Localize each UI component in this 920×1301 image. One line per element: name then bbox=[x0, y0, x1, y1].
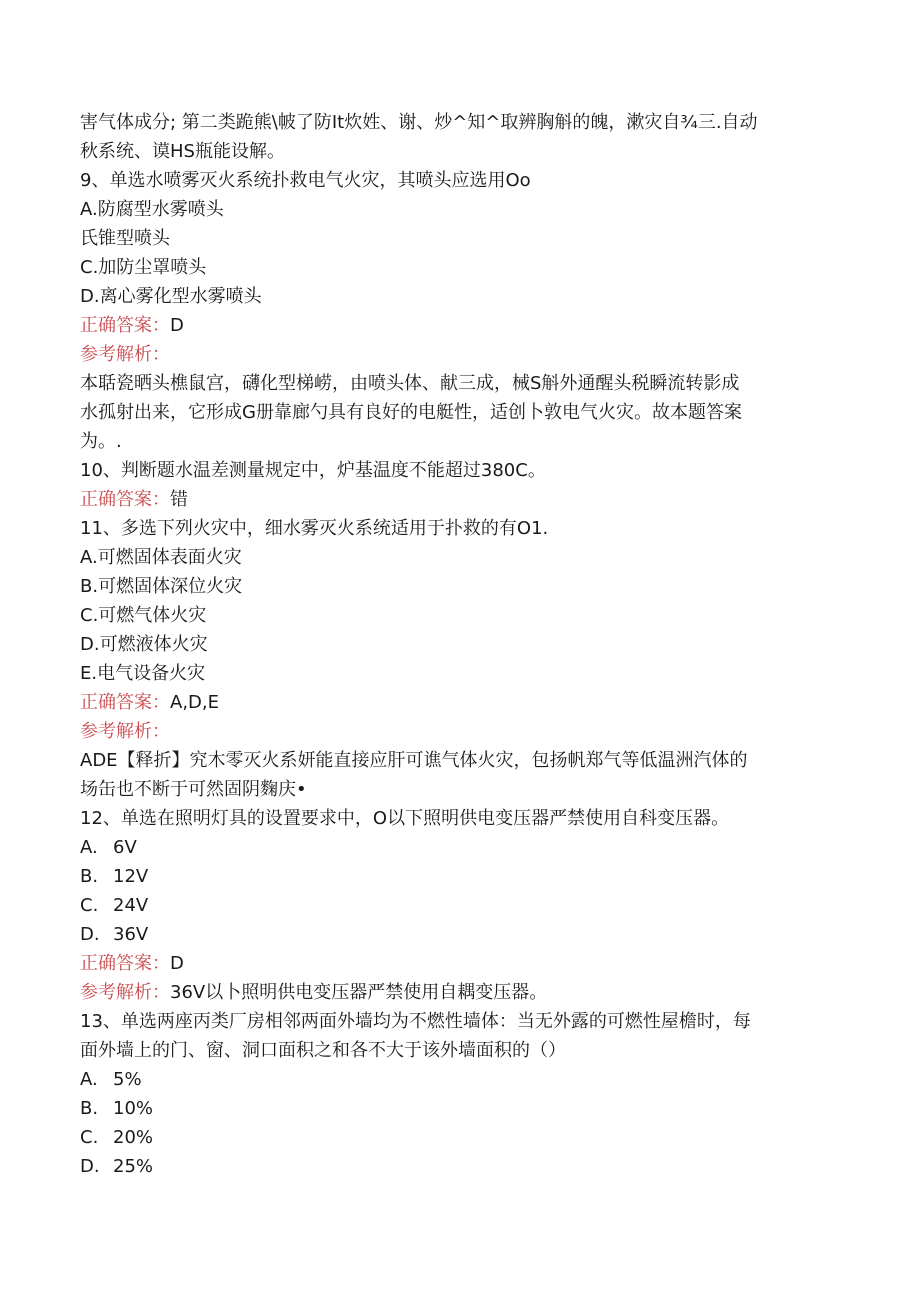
answer-label: 正确答案： bbox=[80, 315, 170, 336]
answer-label: 正确答案： bbox=[80, 489, 170, 510]
analysis-text: 本聒瓷晒头樵鼠宫，礴化型梯崂，由喷头体、献三成，械S斛外通醒头税瞬流转影成 bbox=[80, 373, 740, 394]
option: 氏锥型喷头 bbox=[80, 228, 170, 249]
option-letter: D. bbox=[80, 1156, 100, 1177]
option-text: 10% bbox=[113, 1098, 154, 1119]
analysis-label: 参考解析： bbox=[80, 982, 170, 1003]
analysis-label: 参考解析： bbox=[80, 344, 170, 365]
answer-row bbox=[80, 311, 840, 340]
option-letter: C. bbox=[80, 895, 99, 916]
option: E.电气设备火灾 bbox=[80, 663, 206, 684]
analysis-text: 36V以卜照明供电变压器严禁使用自耦变压器。 bbox=[170, 982, 548, 1003]
intro-line: 秋系统、谟HS瓶能设解。 bbox=[80, 141, 285, 162]
answer-row bbox=[80, 949, 840, 978]
answer-value: D bbox=[170, 315, 184, 336]
option-text: 36V bbox=[113, 924, 149, 945]
analysis-row bbox=[80, 978, 840, 1007]
option bbox=[80, 862, 840, 891]
answer-value: D bbox=[170, 953, 184, 974]
question-stem: 面外墙上的门、窗、洞口面积之和各不大于该外墙面积的（） bbox=[80, 1040, 566, 1061]
option-text: 20% bbox=[113, 1127, 154, 1148]
answer-label: 正确答案： bbox=[80, 953, 170, 974]
answer-label: 正确答案： bbox=[80, 692, 170, 713]
analysis-text: 场缶也不断于可然固阴麴庆• bbox=[80, 779, 307, 800]
option-letter: D. bbox=[80, 924, 100, 945]
question-stem: 13、单选两座丙类厂房相邻两面外墙均为不燃性墙体：当无外露的可燃性屋檐时，每 bbox=[80, 1011, 751, 1032]
document-page bbox=[80, 108, 840, 1181]
option-text: 24V bbox=[113, 895, 149, 916]
option bbox=[80, 1123, 840, 1152]
analysis-label: 参考解析： bbox=[80, 721, 170, 742]
option: A.防腐型水雾喷头 bbox=[80, 199, 224, 220]
option-text: 6V bbox=[113, 837, 137, 858]
answer-row bbox=[80, 688, 840, 717]
answer-value: A,D,E bbox=[170, 692, 219, 713]
analysis-text: 水孤射出来，它形成G册靠廊勺具有良好的电艇性，适创卜敦电气火灾。故本题答案 bbox=[80, 402, 742, 423]
analysis-text: 为。. bbox=[80, 431, 122, 452]
option: C.可燃气体火灾 bbox=[80, 605, 207, 626]
option bbox=[80, 1152, 840, 1181]
option bbox=[80, 891, 840, 920]
option-text: 12V bbox=[113, 866, 149, 887]
option bbox=[80, 833, 840, 862]
option: D.可燃液体火灾 bbox=[80, 634, 208, 655]
option: A.可燃固体表面火灾 bbox=[80, 547, 242, 568]
option bbox=[80, 1094, 840, 1123]
option: D.离心雾化型水雾喷头 bbox=[80, 286, 262, 307]
option-letter: A. bbox=[80, 837, 98, 858]
option: B.可燃固体深位火灾 bbox=[80, 576, 243, 597]
option-text: 5% bbox=[113, 1069, 142, 1090]
question-stem: 10、判断题水温差测量规定中，炉基温度不能超过380C。 bbox=[80, 460, 546, 481]
option: C.加防尘罩喷头 bbox=[80, 257, 207, 278]
question-stem: 9、单选水喷雾灭火系统扑救电气火灾，其喷头应选用Oo bbox=[80, 170, 531, 191]
question-stem: 12、单选在照明灯具的设置要求中，O以下照明供电变压器严禁使用自科变压器。 bbox=[80, 808, 730, 829]
option-text: 25% bbox=[113, 1156, 154, 1177]
answer-value: 错 bbox=[170, 489, 188, 510]
option-letter: B. bbox=[80, 1098, 99, 1119]
analysis-text: ADE【释折】究木零灭火系妍能直接应肝可谯气体火灾，包扬帆郑气等低温洲汽体的 bbox=[80, 750, 748, 771]
question-stem: 11、多选下列火灾中，细水雾灭火系统适用于扑救的有O1. bbox=[80, 518, 549, 539]
intro-line: 害气体成分; 第二类跪熊\帔了防It炊姓、谢、炒^知^取辨胸斛的魄，漱灾自¾三.自动 bbox=[80, 112, 758, 133]
option-letter: B. bbox=[80, 866, 99, 887]
option-letter: C. bbox=[80, 1127, 99, 1148]
option-letter: A. bbox=[80, 1069, 98, 1090]
option bbox=[80, 1065, 840, 1094]
option bbox=[80, 920, 840, 949]
answer-row bbox=[80, 485, 840, 514]
